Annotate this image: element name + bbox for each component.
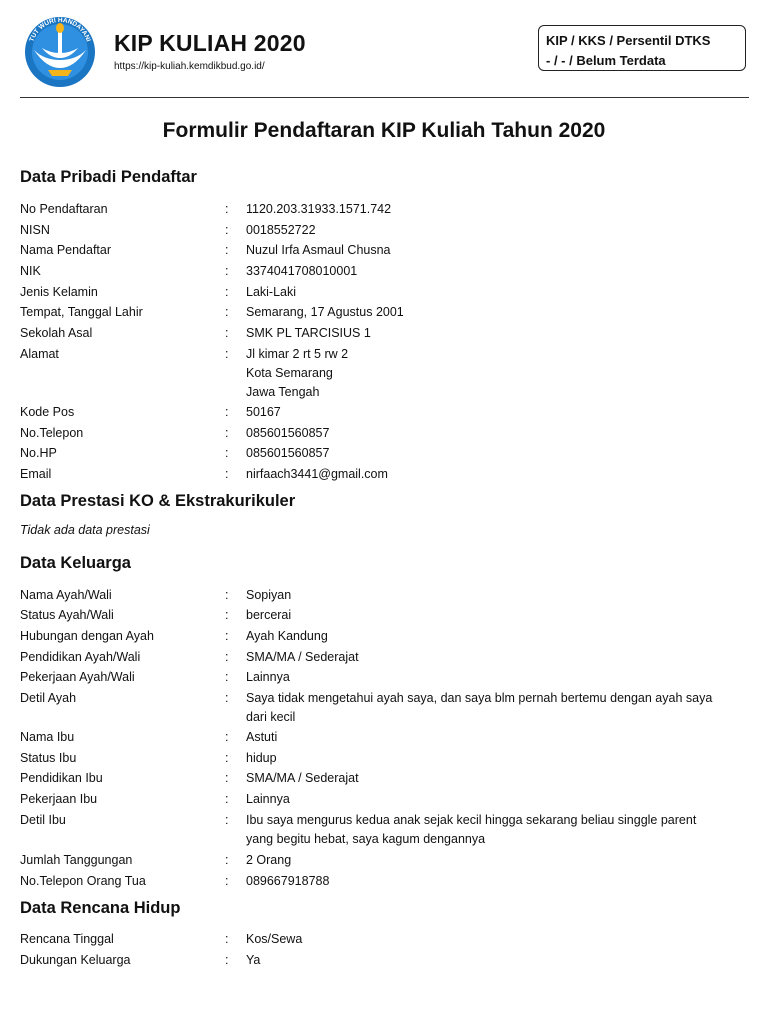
field-value: 3374041708010001 (246, 264, 358, 278)
field-colon: : (225, 691, 229, 705)
field-value: 2 Orang (246, 853, 292, 867)
app-title: KIP KULIAH 2020 (114, 30, 306, 56)
field-value: Lainnya (246, 792, 290, 806)
status-line-1: KIP / KKS / Persentil DTKS (546, 33, 711, 48)
svg-text:TUT WURI HANDAYANI: TUT WURI HANDAYANI (28, 16, 92, 43)
field-label: Alamat (20, 347, 59, 361)
field-colon: : (225, 426, 229, 440)
field-label: NIK (20, 264, 41, 278)
field-label: Hubungan dengan Ayah (20, 629, 154, 643)
field-colon: : (225, 305, 229, 319)
field-label: Nama Ayah/Wali (20, 588, 112, 602)
tut-wuri-handayani-logo-icon (20, 16, 100, 88)
field-value: SMK PL TARCISIUS 1 (246, 326, 371, 340)
field-colon: : (225, 326, 229, 340)
field-value: SMA/MA / Sederajat (246, 650, 359, 664)
field-value: Nuzul Irfa Asmaul Chusna (246, 243, 391, 257)
field-value-line-2: yang begitu hebat, saya kagum dengannya (246, 832, 486, 846)
field-colon: : (225, 243, 229, 257)
field-colon: : (225, 932, 229, 946)
field-label: Rencana Tinggal (20, 932, 114, 946)
field-label: Jenis Kelamin (20, 285, 98, 299)
field-label: No.Telepon Orang Tua (20, 874, 146, 888)
field-value: 50167 (246, 405, 281, 419)
field-colon: : (225, 285, 229, 299)
field-value: Ayah Kandung (246, 629, 328, 643)
prestasi-empty-note: Tidak ada data prestasi (20, 523, 150, 537)
field-label: Pekerjaan Ayah/Wali (20, 670, 135, 684)
field-label: Detil Ibu (20, 813, 66, 827)
field-value: 089667918788 (246, 874, 330, 888)
field-value: Laki-Laki (246, 285, 297, 299)
field-value: Ya (246, 953, 261, 967)
field-value: 0018552722 (246, 223, 316, 237)
field-colon: : (225, 813, 229, 827)
field-label: Kode Pos (20, 405, 75, 419)
field-label: Pekerjaan Ibu (20, 792, 98, 806)
field-value: SMA/MA / Sederajat (246, 771, 359, 785)
field-value: Lainnya (246, 670, 290, 684)
field-colon: : (225, 751, 229, 765)
section-title-keluarga: Data Keluarga (20, 554, 131, 572)
field-label: Email (20, 467, 52, 481)
field-colon: : (225, 874, 229, 888)
status-line-2: - / - / Belum Terdata (546, 53, 666, 68)
field-colon: : (225, 608, 229, 622)
field-label: Detil Ayah (20, 691, 77, 705)
form-title: Formulir Pendaftaran KIP Kuliah Tahun 2020 (162, 119, 606, 142)
status-badge (538, 25, 746, 71)
field-colon: : (225, 730, 229, 744)
field-value: nirfaach3441@gmail.com (246, 467, 388, 481)
field-colon: : (225, 771, 229, 785)
field-label: Status Ayah/Wali (20, 608, 114, 622)
field-label: No.HP (20, 446, 57, 460)
field-value-line-2: dari kecil (246, 710, 296, 724)
field-value: Jl kimar 2 rt 5 rw 2 (246, 347, 349, 361)
field-label: Jumlah Tanggungan (20, 853, 133, 867)
field-colon: : (225, 629, 229, 643)
field-label: No Pendaftaran (20, 202, 108, 216)
field-colon: : (225, 953, 229, 967)
field-value: Kos/Sewa (246, 932, 303, 946)
field-label: Tempat, Tanggal Lahir (20, 305, 143, 319)
field-label: Nama Pendaftar (20, 243, 112, 257)
field-colon: : (225, 467, 229, 481)
field-value: Saya tidak mengetahui ayah saya, dan saya blm pernah bertemu dengan ayah saya (246, 691, 713, 705)
site-url: https://kip-kuliah.kemdikbud.go.id/ (114, 61, 265, 72)
field-value: 1120.203.31933.1571.742 (246, 202, 392, 216)
field-label: No.Telepon (20, 426, 84, 440)
header-divider (20, 97, 749, 98)
field-label: Status Ibu (20, 751, 77, 765)
field-value: Sopiyan (246, 588, 292, 602)
field-label: Pendidikan Ibu (20, 771, 103, 785)
field-colon: : (225, 792, 229, 806)
field-value-line-3: Jawa Tengah (246, 385, 320, 399)
field-label: NISN (20, 223, 50, 237)
field-value: bercerai (246, 608, 292, 622)
field-value: Semarang, 17 Agustus 2001 (246, 305, 404, 319)
field-label: Sekolah Asal (20, 326, 93, 340)
field-colon: : (225, 588, 229, 602)
field-value: Ibu saya mengurus kedua anak sejak kecil hingga sekarang beliau singgle parent (246, 813, 697, 827)
field-colon: : (225, 853, 229, 867)
field-label: Nama Ibu (20, 730, 75, 744)
field-colon: : (225, 446, 229, 460)
field-value-line-2: Kota Semarang (246, 366, 333, 380)
field-label: Dukungan Keluarga (20, 953, 131, 967)
section-title-rencana: Data Rencana Hidup (20, 899, 181, 917)
field-colon: : (225, 405, 229, 419)
section-title-prestasi: Data Prestasi KO & Ekstrakurikuler (20, 492, 296, 510)
field-value: hidup (246, 751, 277, 765)
field-value: Astuti (246, 730, 278, 744)
field-colon: : (225, 670, 229, 684)
field-colon: : (225, 650, 229, 664)
field-colon: : (225, 223, 229, 237)
field-colon: : (225, 202, 229, 216)
section-title-pribadi: Data Pribadi Pendaftar (20, 168, 197, 186)
field-value: 085601560857 (246, 446, 330, 460)
field-value: 085601560857 (246, 426, 330, 440)
field-colon: : (225, 347, 229, 361)
field-colon: : (225, 264, 229, 278)
field-label: Pendidikan Ayah/Wali (20, 650, 141, 664)
